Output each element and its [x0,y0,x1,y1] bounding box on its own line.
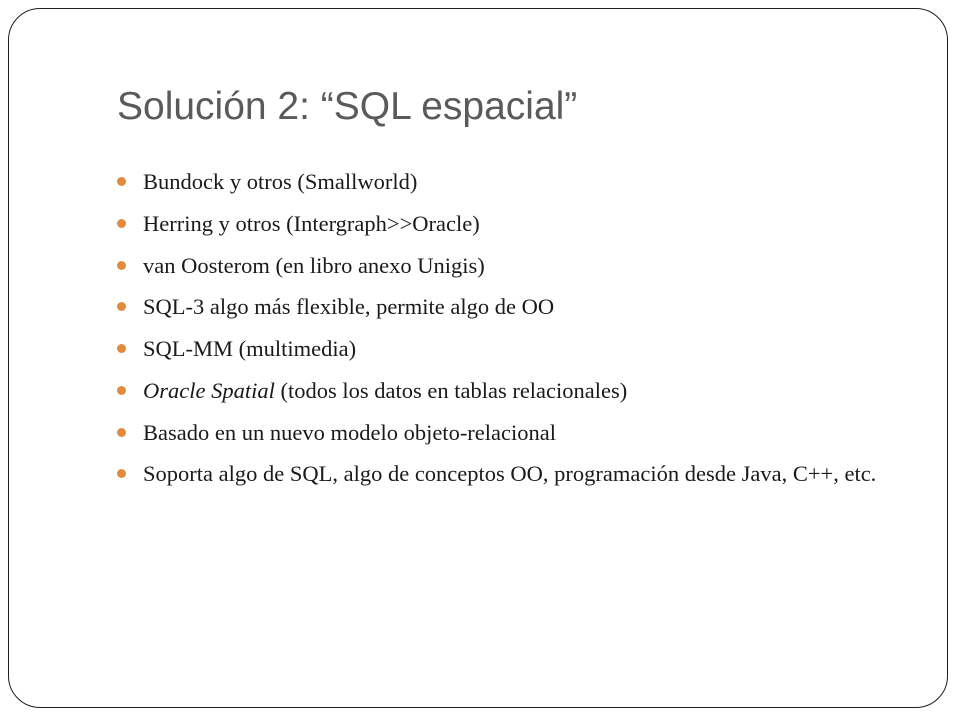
bullet-text: SQL-MM (multimedia) [143,336,357,361]
bullet-text: Bundock y otros (Smallworld) [143,169,418,194]
bullet-item [117,292,917,321]
bullet-text: van Oosterom (en libro anexo Unigis) [143,252,485,278]
slide-title: Solución 2: “SQL espacial” [117,85,578,128]
bullet-text: Soporta algo de SQL, algo de conceptos OO, programación desde Java, C++, etc. [143,461,877,487]
bullet-dot-icon [117,469,126,478]
bullet-dot-icon [117,386,126,395]
slide-frame [8,8,948,708]
bullet-item [117,459,917,488]
bullet-dot-icon [117,344,126,353]
bullet-text: (todos los datos en tablas relacionales) [274,377,628,403]
bullet-dot-icon [117,177,126,186]
bullet-dot-icon [117,261,126,270]
bullet-text: Herring y otros (Intergraph>>Oracle) [143,210,480,236]
bullet-item [117,334,917,363]
bullet-dot-icon [117,428,126,437]
bullet-italic-text: Oracle Spatial [143,377,275,403]
bullet-item [117,418,917,447]
bullet-item [117,167,917,196]
bullet-dot-icon [117,302,126,311]
bullet-item [117,376,917,405]
bullet-list [117,167,917,501]
bullet-dot-icon [117,219,126,228]
bullet-item [117,209,917,238]
bullet-text: SQL-3 algo más flexible, permite algo de OO [143,294,555,320]
bullet-item [117,251,917,280]
bullet-text: Basado en un nuevo modelo objeto-relacional [143,419,556,445]
